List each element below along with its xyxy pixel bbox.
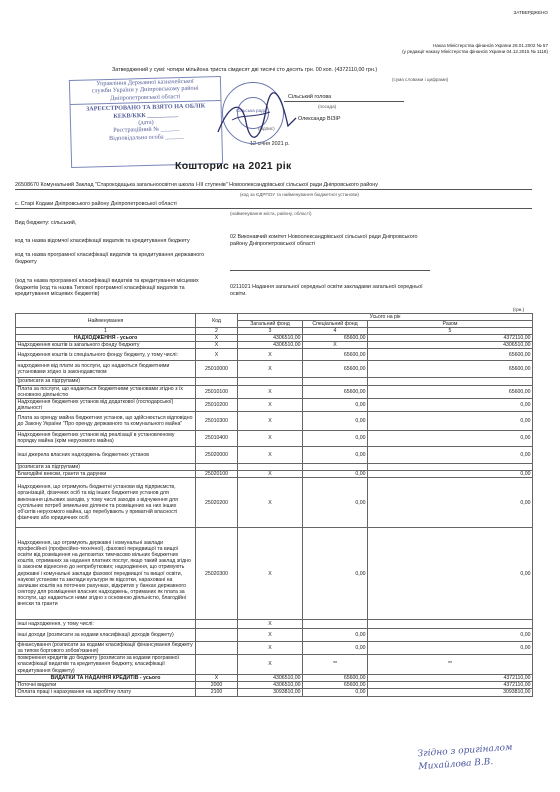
cell-t: 65600,00	[368, 349, 533, 361]
cell-name: інші надходження, у тому числі:	[16, 620, 196, 629]
cell-s: Х	[303, 342, 368, 349]
cell-code: Х	[196, 335, 238, 342]
table-row	[16, 528, 533, 620]
place-caption: (найменування міста, району, області)	[230, 211, 312, 216]
col-name: Найменування	[16, 314, 196, 328]
table-row	[16, 411, 533, 430]
cell-code: 25010000	[196, 361, 238, 378]
cell-code: 25010200	[196, 398, 238, 411]
cell-t: 65600,00	[368, 385, 533, 398]
local-value: 0211021 Надання загальної середньої освіти закладами загальної середньої освіти.	[230, 284, 423, 297]
budget-type: Вид бюджету: сільський,	[15, 220, 77, 226]
table-row	[16, 342, 533, 349]
approval-sum-caption: (сума словами і цифрами)	[392, 77, 449, 82]
cell-code: 25020200	[196, 478, 238, 528]
cell-name: Надходження бюджетних установ від додаткової (господарської) діяльності	[16, 398, 196, 411]
vedom-label: код та назва відомчої класифікації видатків та кредитування бюджету	[15, 238, 190, 244]
cell-g: Х	[238, 398, 303, 411]
cell-s: 0,00	[303, 430, 368, 446]
registration-stamp: Управління Державної казначейської служби України у Дніпровському районі Дніпропетровської області ЗАРЕЄСТРОВАНО ТА ВЗЯТО НА ОБЛІК КЕКВ/ККК __________ (дата) Реєстраційний № ______ Відповідальна особа ______	[69, 76, 223, 168]
approval-date: 12 січня 2021 р.	[250, 141, 290, 147]
cell-t: 0,00	[368, 471, 533, 478]
round-seal-text: Сільська рада	[236, 108, 267, 113]
cell-g: Х	[238, 528, 303, 620]
cell-name: інші джерела власних надходжень бюджетних установ	[16, 446, 196, 463]
approval-org: Сільський голова	[288, 94, 332, 100]
cell-t: 0,00	[368, 528, 533, 620]
cell-g: 3093810,00	[238, 688, 303, 696]
handwritten-note: Згідно з оригіналом Михайлова В.В.	[417, 742, 513, 773]
cell-s: 0,00	[303, 471, 368, 478]
cell-g: Х	[238, 471, 303, 478]
table-row	[16, 446, 533, 463]
table-row	[16, 642, 533, 655]
col-special: Спеціальний фонд	[303, 321, 368, 328]
col-num-5: 5	[368, 328, 533, 335]
table-row	[16, 378, 533, 385]
table-row	[16, 688, 533, 696]
cell-t: 0,00	[368, 642, 533, 655]
cell-name: Надходження, що отримують бюджетні установи від підприємств, організацій, фізичних осіб та від інших бюджетних установ для виконання цільових заходів, у тому числі заходів з відчуження для суспільних потреб земельних ділянок та розміщених на них інших об'єктів нерухомого майна, що перебувають у приватній власності фізичних або юридичних осіб	[16, 478, 196, 528]
cell-g: Х	[238, 430, 303, 446]
cell-t: 0,00	[368, 430, 533, 446]
cell-g	[238, 463, 303, 470]
cell-code: Х	[196, 349, 238, 361]
cell-name: надходження від плати за послуги, що надаються бюджетними установами згідно із законодавством	[16, 361, 196, 378]
cell-g: Х	[238, 655, 303, 674]
program-label: код та назва програмної класифікації видатків та кредитування державного бюджету	[15, 252, 205, 265]
cell-name: Оплата праці і нарахування на заробітну плату	[16, 688, 196, 696]
cell-code	[196, 642, 238, 655]
approval-org-caption: (посада)	[318, 104, 337, 109]
cell-name: інші доходи (розписати за кодами класифікації доходів бюджету)	[16, 629, 196, 642]
cell-code: Х	[196, 342, 238, 349]
col-sum: Разом	[368, 321, 533, 328]
cell-s: 0,00	[303, 528, 368, 620]
table-row	[16, 620, 533, 629]
table-row	[16, 629, 533, 642]
cell-t: 0,00	[368, 629, 533, 642]
estimate-table	[15, 313, 533, 697]
table-row	[16, 681, 533, 688]
table-row	[16, 463, 533, 470]
cell-g: Х	[238, 446, 303, 463]
cell-code	[196, 620, 238, 629]
cell-g: Х	[238, 629, 303, 642]
table-row	[16, 478, 533, 528]
approval-order-line2: (у редакції наказу Міністерства фінансів України 04.12.2015 № 1118)	[402, 49, 548, 54]
cell-t: 4372110,00	[368, 681, 533, 688]
col-num-4: 4	[303, 328, 368, 335]
cell-t: 4372110,00	[368, 335, 533, 342]
cell-name: НАДХОДЖЕННЯ - усього	[16, 335, 196, 342]
cell-g: 4306510,00	[238, 342, 303, 349]
cell-s: 65600,00	[303, 385, 368, 398]
col-num-2: 2	[196, 328, 238, 335]
cell-name: Надходження, що отримують державні і комунальні заклади професійної (професійно-технічної), фахової передвищої та вищої освіти від розміщення на депозитах тимчасово вільних бюджетних коштів, отриманих за надання платних послуг, якщо такий заклад згідно із законом віднесено до неприбуткових; надходження, що отримують державні і комунальні заклади фахової передвищої та вищої освіти, наукові установи та заклади культури як відсотки, нараховані на залишки коштів на поточних рахунках, відкритих у банках державного сектору для розміщення власних надходжень, отриманих як плата за послуги, що надаються ними згідно з основною діяльністю, благодійні внески та гранти	[16, 528, 196, 620]
cell-name: Надходження бюджетних установ від реалізації в установленому порядку майна (крім нерухомого майна)	[16, 430, 196, 446]
institution-line: 26508670 Комунальний Заклад "Старокодацька загальноосвітня школа І-ІІІ ступенів" Новоолександрівської сільської ради Дніпровського району	[15, 182, 378, 188]
cell-name: Плата за оренду майна бюджетних установ, що здійснюється відповідно до Закону України "Про оренду державного та комунального майна"	[16, 411, 196, 430]
cell-name: (розписати за підгрупами)	[16, 378, 196, 385]
cell-t: 0,00	[368, 398, 533, 411]
cell-code: 25020300	[196, 528, 238, 620]
approval-signer-caption: (підпис)	[258, 126, 275, 131]
cell-g: Х	[238, 361, 303, 378]
table-row	[16, 361, 533, 378]
cell-s: 65600,00	[303, 681, 368, 688]
cell-s: 0,00	[303, 642, 368, 655]
approval-label: ЗАТВЕРДЖЕНО	[513, 10, 548, 15]
table-row	[16, 674, 533, 681]
cell-code: 25010400	[196, 430, 238, 446]
approval-sum-line: Затверджений у сумі: чотири мільйона триста сімдесят дві тисячі сто десять грн. 00 коп. (4372110,00 грн.)	[112, 67, 378, 73]
table-row	[16, 349, 533, 361]
approval-order-line1: Наказ Міністерства фінансів України 28.01.2002 № 57	[433, 43, 548, 48]
col-code: Код	[196, 314, 238, 328]
cell-code: 25020000	[196, 446, 238, 463]
cell-name: Поточні видатки	[16, 681, 196, 688]
vedom-value: 02 Виконавчий комітет Новоолександрівської сільської ради Дніпровського району Дніпропетровської області	[230, 234, 418, 247]
cell-name: Надходження коштів із спеціального фонду бюджету, у тому числі:	[16, 349, 196, 361]
cell-s: 0,00	[303, 478, 368, 528]
cell-t	[368, 463, 533, 470]
cell-g: 4306510,00	[238, 681, 303, 688]
approval-signer: Олександр ВІЗІР	[298, 116, 341, 122]
cell-s: 0,00	[303, 446, 368, 463]
document-title: Кошторис на 2021 рік	[175, 160, 292, 172]
cell-name: Плата за послуги, що надаються бюджетними установами згідно з їх основною діяльністю	[16, 385, 196, 398]
col-total-year: Усього на рік	[238, 314, 533, 321]
cell-code: 25010100	[196, 385, 238, 398]
table-row	[16, 471, 533, 478]
cell-g: Х	[238, 385, 303, 398]
table-row	[16, 655, 533, 674]
cell-t: **	[368, 655, 533, 674]
cell-s: 65600,00	[303, 335, 368, 342]
cell-g: 4306510,00	[238, 674, 303, 681]
table-row	[16, 398, 533, 411]
table-row	[16, 430, 533, 446]
cell-code: Х	[196, 674, 238, 681]
cell-code	[196, 378, 238, 385]
cell-t: 4306510,00	[368, 342, 533, 349]
signature-scribble	[212, 92, 302, 152]
cell-s	[303, 378, 368, 385]
table-body	[16, 335, 533, 697]
cell-g: 4306510,00	[238, 335, 303, 342]
cell-code: 25010300	[196, 411, 238, 430]
place-line: с. Старі Кодаки Дніпровського району Дніпропетровської області	[15, 201, 177, 207]
cell-code	[196, 629, 238, 642]
unit-label: (грн.)	[513, 307, 525, 312]
cell-t: 4372110,00	[368, 674, 533, 681]
cell-g: Х	[238, 349, 303, 361]
cell-s: 65600,00	[303, 674, 368, 681]
cell-s: 0,00	[303, 688, 368, 696]
table-row	[16, 385, 533, 398]
cell-name: фінансування (розписати за кодами класифікації фінансування бюджету за типом боргового зобов'язання)	[16, 642, 196, 655]
cell-code	[196, 463, 238, 470]
cell-s	[303, 620, 368, 629]
cell-code	[196, 655, 238, 674]
local-label: (код та назва програмної класифікації видатків та кредитування місцевих бюджетів (код та назва Типової програмної класифікації видатків та кредитування місцевих бюджетів)	[15, 278, 199, 298]
cell-t: 3093810,00	[368, 688, 533, 696]
cell-s: 65600,00	[303, 361, 368, 378]
col-num-1: 1	[16, 328, 196, 335]
cell-t: 0,00	[368, 411, 533, 430]
institution-caption: (код за ЄДРПОУ та найменування бюджетної установи)	[240, 192, 359, 197]
cell-name: Надходження коштів із загального фонду бюджету	[16, 342, 196, 349]
cell-s: 0,00	[303, 629, 368, 642]
cell-s: 65600,00	[303, 349, 368, 361]
cell-t: 65600,00	[368, 361, 533, 378]
cell-name: Благодійні внески, гранти та дарунки	[16, 471, 196, 478]
cell-s: 0,00	[303, 411, 368, 430]
cell-t	[368, 620, 533, 629]
cell-name: (розписати за підгрупами)	[16, 463, 196, 470]
table-row	[16, 335, 533, 342]
cell-g: Х	[238, 620, 303, 629]
cell-s: 0,00	[303, 398, 368, 411]
cell-g: Х	[238, 411, 303, 430]
cell-g: Х	[238, 478, 303, 528]
cell-name: ВИДАТКИ ТА НАДАННЯ КРЕДИТІВ - усього	[16, 674, 196, 681]
cell-s	[303, 463, 368, 470]
cell-code: 25020100	[196, 471, 238, 478]
cell-code: 2000	[196, 681, 238, 688]
cell-code: 2100	[196, 688, 238, 696]
cell-name: повернення кредитів до бюджету (розписати за кодами програмної класифікації видатків та кредитування бюджету, класифікації кредитування бюджету)	[16, 655, 196, 674]
cell-s: **	[303, 655, 368, 674]
cell-t: 0,00	[368, 478, 533, 528]
cell-g: Х	[238, 642, 303, 655]
col-num-3: 3	[238, 328, 303, 335]
cell-t: 0,00	[368, 446, 533, 463]
col-general: Загальний фонд	[238, 321, 303, 328]
cell-g	[238, 378, 303, 385]
cell-t	[368, 378, 533, 385]
